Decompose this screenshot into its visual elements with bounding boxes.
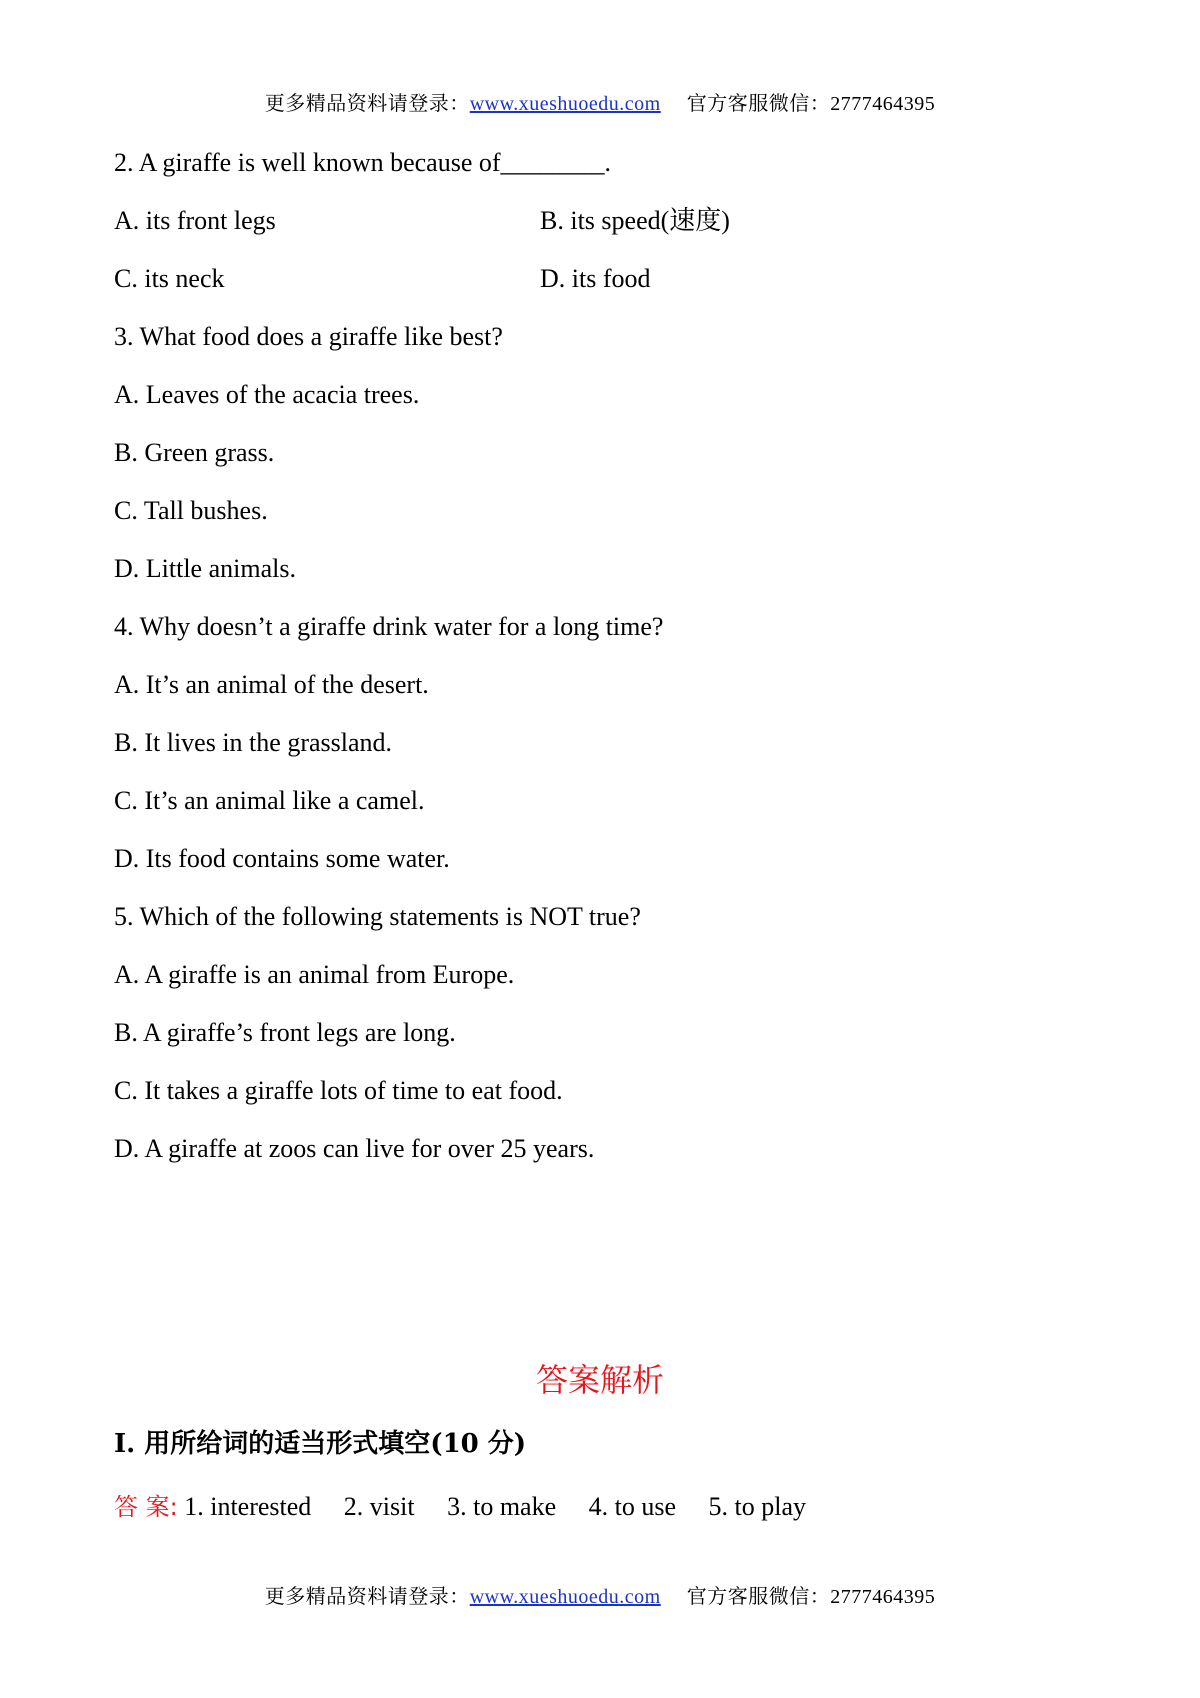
header-site-link[interactable]: www.xueshuoedu.com — [469, 93, 661, 115]
question-3-option-d: D. Little animals. — [114, 554, 296, 583]
answer-section-title: 答案解析 — [535, 1361, 664, 1399]
footer-site-link[interactable]: www.xueshuoedu.com — [469, 1586, 661, 1608]
answer-item: 4. to use — [588, 1492, 677, 1521]
footer-contact: 官方客服微信：2777464395 — [686, 1586, 936, 1608]
question-5-option-d: D. A giraffe at zoos can live for over 25 years. — [114, 1134, 595, 1163]
answer-item: 2. visit — [343, 1492, 415, 1521]
footer-prefix: 更多精品资料请登录： — [264, 1586, 470, 1608]
question-3-option-c: C. Tall bushes. — [114, 496, 268, 525]
question-2-stem: 2. A giraffe is well known because of________. — [114, 148, 612, 177]
question-4-option-d: D. Its food contains some water. — [114, 844, 450, 873]
question-2-option-a: A. its front legs — [114, 206, 276, 235]
question-4-option-a: A. It’s an animal of the desert. — [114, 670, 429, 699]
answer-item: 5. to play — [708, 1492, 807, 1521]
question-4-option-b: B. It lives in the grassland. — [114, 728, 393, 757]
question-2-option-c: C. its neck — [114, 264, 225, 293]
question-3-stem: 3. What food does a giraffe like best? — [114, 322, 503, 351]
question-5-option-a: A. A giraffe is an animal from Europe. — [114, 960, 515, 989]
question-3-option-b: B. Green grass. — [114, 438, 275, 467]
header-contact: 官方客服微信：2777464395 — [686, 93, 936, 115]
page-footer — [0, 1580, 1200, 1609]
answer-item: 1. interested — [184, 1492, 312, 1521]
part-one-heading: Ⅰ. 用所给词的适当形式填空(10 分) — [114, 1429, 527, 1459]
question-4-option-c: C. It’s an animal like a camel. — [114, 786, 425, 815]
question-5-option-b: B. A giraffe’s front legs are long. — [114, 1018, 456, 1047]
question-5-stem: 5. Which of the following statements is NOT true? — [114, 902, 641, 931]
page-header — [0, 87, 1200, 116]
question-4-stem: 4. Why doesn’t a giraffe drink water for a long time? — [114, 612, 664, 641]
header-prefix: 更多精品资料请登录： — [264, 93, 470, 115]
answer-line — [114, 1487, 832, 1522]
question-5-option-c: C. It takes a giraffe lots of time to eat food. — [114, 1076, 563, 1105]
question-3-option-a: A. Leaves of the acacia trees. — [114, 380, 420, 409]
question-2-option-d: D. its food — [540, 264, 651, 293]
answer-label: 答 案: — [114, 1493, 178, 1521]
answer-item: 3. to make — [447, 1492, 557, 1521]
question-2-option-b: B. its speed(速度) — [540, 206, 730, 235]
